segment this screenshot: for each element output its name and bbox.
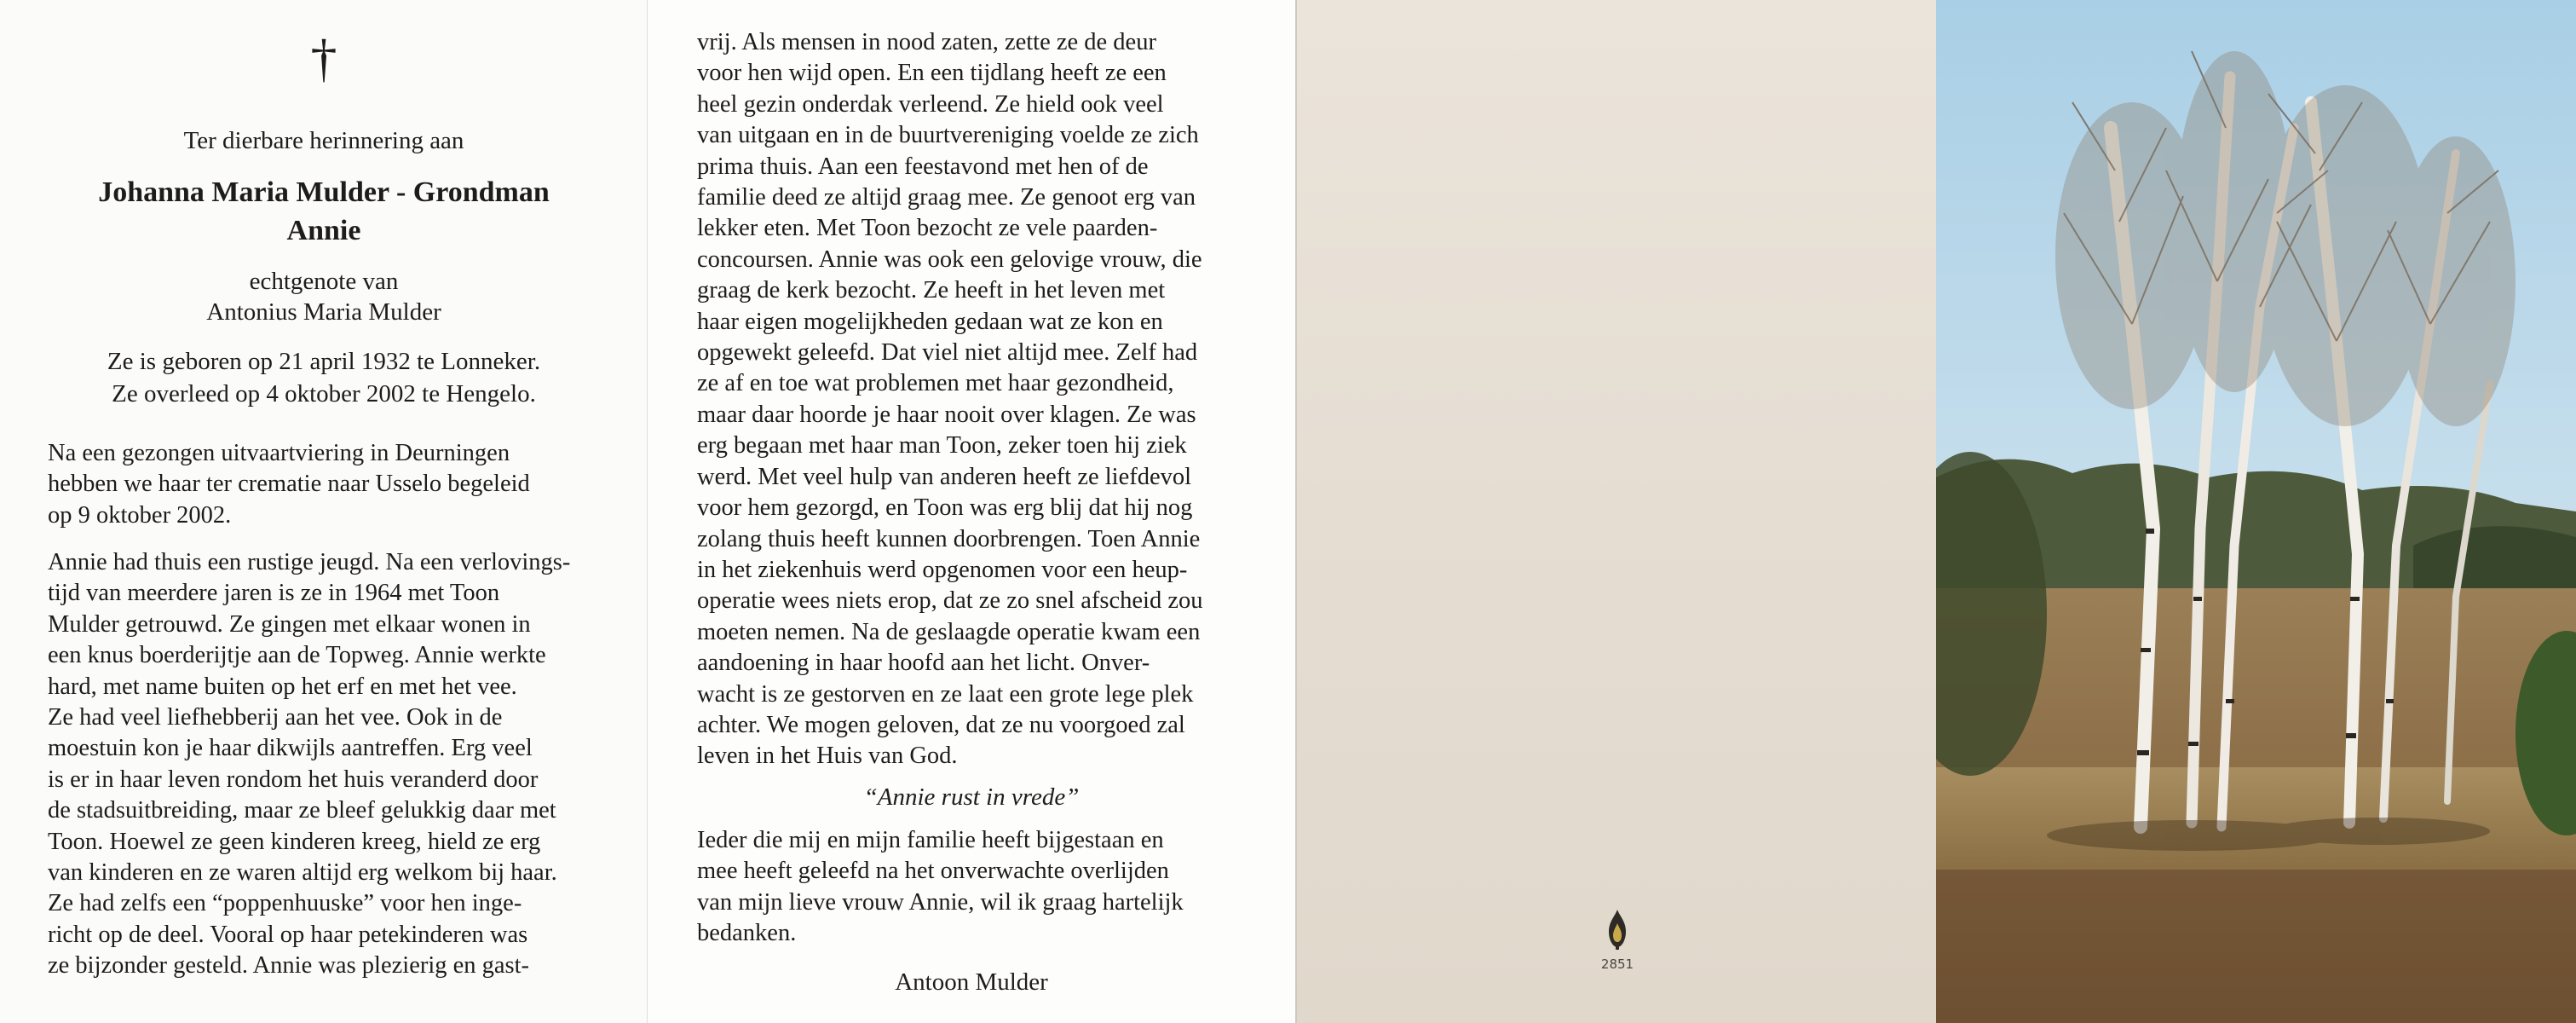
signature: Antoon Mulder [895,968,1048,996]
spouse-name: Antonius Maria Mulder [206,298,441,326]
text-line: zolang thuis heeft kunnen doorbrengen. Toen Annie [697,525,1201,552]
memorial-quote: “Annie rust in vrede” [863,783,1080,811]
text-line: voor hen wijd open. En een tijdlang heeft ze een [697,60,1167,87]
deceased-nickname: Annie [286,215,361,246]
text-line: moestuin kon je haar dikwijls aantreffen. Erg veel [48,735,533,762]
life-story-paragraph-part1 [48,547,602,982]
text-line: erg begaan met haar man Toon, zeker toen hij ziek [697,432,1187,459]
text-line: is er in haar leven rondom het huis veranderd door [48,766,539,793]
text-line: opgewekt geleefd. Dat viel niet altijd mee. Zelf had [697,339,1198,367]
text-line: tijd van meerdere jaren is ze in 1964 met Toon [48,580,500,607]
card-panel-middle [648,0,1295,1023]
text-line: operatie wees niets erop, dat ze zo snel afscheid zou [697,587,1203,615]
text-line: hebben we haar ter crematie naar Usselo begeleid [48,471,530,498]
text-line: Ze had zelfs een “poppenhuuske” voor hen inge- [48,890,522,917]
life-story-paragraph-part2 [697,27,1251,772]
text-line: Ze had veel liefhebberij aan het vee. Ook in de [48,704,503,731]
text-line: heel gezin onderdak verleend. Ze hield ook veel [697,90,1164,118]
spouse-label: echtgenote van [249,268,399,295]
text-line: werd. Met veel hulp van anderen heeft ze liefdevol [697,463,1192,490]
text-line: wacht is ze gestorven en ze laat een grote lege plek [697,680,1194,708]
landscape-illustration [1936,0,2576,1023]
card-panel-back [1295,0,1936,1023]
text-line: moeten nemen. Na de geslaagde operatie kwam een [697,618,1201,645]
deceased-full-name: Johanna Maria Mulder - Grondman [98,176,550,208]
text-line: ze bijzonder gesteld. Annie was plezierig en gast- [48,952,530,980]
birth-line: Ze is geboren op 21 april 1932 te Lonneker. [107,348,541,375]
text-line: de stadsuitbreiding, maar ze bleef gelukkig daar met [48,797,556,824]
text-line: van mijn lieve vrouw Annie, wil ik graag hartelijk [697,888,1184,916]
text-line: achter. We mogen geloven, dat ze nu voorgoed zal [697,711,1185,738]
text-line: leven in het Huis van God. [697,743,958,770]
candle-flame-icon [1600,908,1634,951]
card-panel-left [0,0,648,1023]
text-line: een knus boerderijtje aan de Topweg. Annie werkte [48,642,546,669]
text-line: Annie had thuis een rustige jeugd. Na een verlovings- [48,549,571,575]
intro-text: Ter dierbare herinnering aan [183,127,464,154]
thanks-paragraph [697,825,1251,950]
text-line: richt op de deel. Vooral op haar petekinderen was [48,921,528,948]
text-line: familie deed ze altijd graag mee. Ze genoot erg van [697,184,1196,211]
text-line: Na een gezongen uitvaartviering in Deurningen [48,440,510,466]
text-line: in het ziekenhuis werd opgenomen voor een heup- [697,556,1188,583]
text-line: ze af en toe wat problemen met haar gezondheid, [697,370,1174,397]
text-line: hard, met name buiten op het erf en met het vee. [48,673,517,700]
text-line: graag de kerk bezocht. Ze heeft in het leven met [697,277,1166,304]
birch-trees-heathland-photo [1936,0,2576,1023]
text-line: mee heeft geleefd na het onverwachte overlijden [697,858,1169,885]
text-line: van uitgaan en in de buurtvereniging voelde ze zich [697,122,1199,149]
text-line: aandoening in haar hoofd aan het licht. Onver- [697,650,1150,677]
text-line: Ieder die mij en mijn familie heeft bijgestaan en [697,827,1164,853]
text-line: vrij. Als mensen in nood zaten, zette ze de deur [697,29,1156,55]
funeral-paragraph [48,438,602,531]
cross-icon: † [310,30,337,88]
text-line: lekker eten. Met Toon bezocht ze vele paarden- [697,215,1158,242]
text-line: bedanken. [697,920,797,947]
death-line: Ze overleed op 4 oktober 2002 te Hengelo. [112,380,536,407]
print-code: 2851 [1600,957,1634,972]
text-line: prima thuis. Aan een feestavond met hen of de [697,153,1149,180]
text-line: concoursen. Annie was ook een gelovige vrouw, die [697,246,1202,273]
text-line: op 9 oktober 2002. [48,501,232,529]
text-line: haar eigen mogelijkheden gedaan wat ze kon en [697,308,1163,335]
text-line: van kinderen en ze waren altijd erg welkom bij haar. [48,859,557,887]
text-line: Mulder getrouwd. Ze gingen met elkaar wonen in [48,610,531,638]
text-line: voor hem gezorgd, en Toon was erg blij dat hij nog [697,494,1193,522]
text-line: maar daar hoorde je haar nooit over klagen. Ze was [697,401,1196,428]
text-line: Toon. Hoewel ze geen kinderen kreeg, hield ze erg [48,828,541,855]
